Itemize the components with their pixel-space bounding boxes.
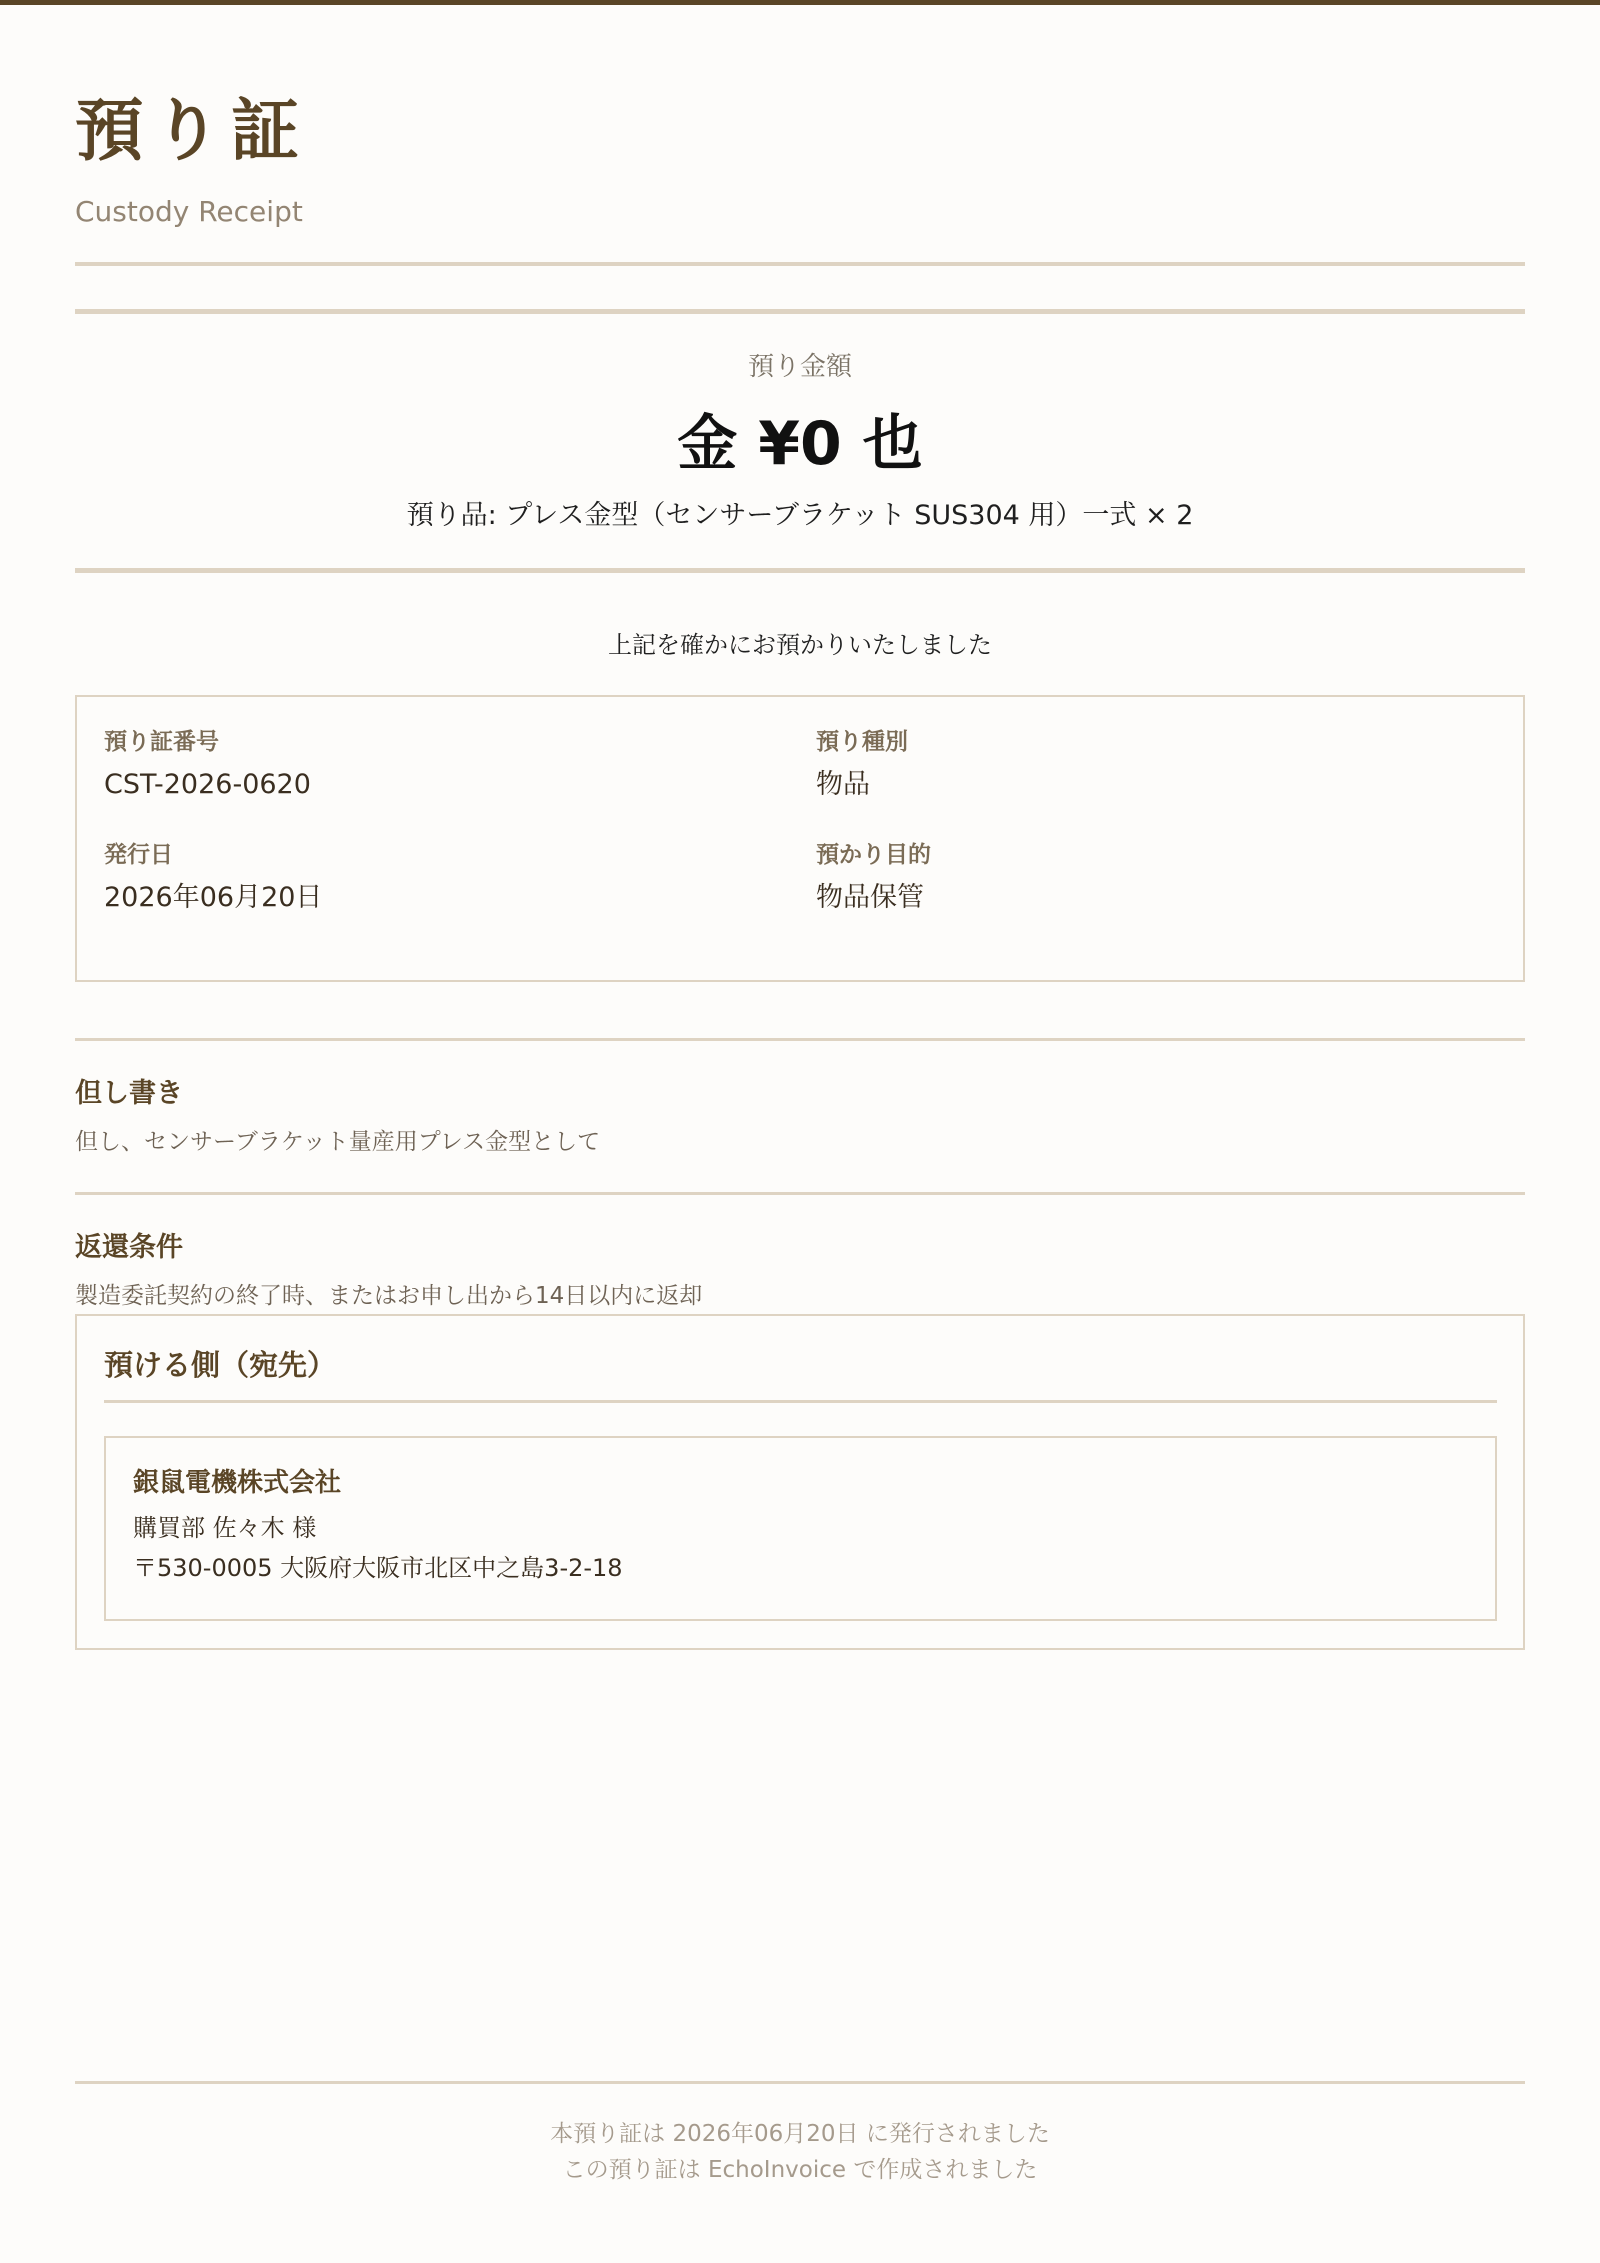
amount-top-divider — [75, 309, 1525, 314]
amount-bottom-divider — [75, 568, 1525, 573]
return-conditions-divider — [75, 1192, 1525, 1195]
return-conditions-text: 製造委託契約の終了時、またはお申し出から14日以内に返却 — [75, 1283, 703, 1309]
amount-value: 金 ¥0 也 — [677, 409, 923, 479]
proviso-divider — [75, 1038, 1525, 1041]
depositor-person: 購買部 佐々木 様 — [133, 1514, 317, 1542]
depositor-title-divider — [104, 1400, 1497, 1403]
depositor-address: 〒530-0005 大阪府大阪市北区中之島3-2-18 — [133, 1554, 623, 1582]
page-subtitle: Custody Receipt — [75, 195, 303, 228]
details-box — [75, 695, 1525, 982]
footer-generated-line: この預り証は EchoInvoice で作成されました — [562, 2157, 1038, 2183]
receipt-number-label: 預り証番号 — [104, 729, 219, 755]
depositor-title: 預ける側（宛先） — [104, 1348, 337, 1382]
footer-divider — [75, 2081, 1525, 2084]
issue-date-field — [104, 840, 322, 916]
custody-type-field — [816, 727, 908, 803]
depositor-card — [104, 1436, 1497, 1621]
custody-type-value: 物品 — [816, 769, 870, 800]
purpose-field — [816, 840, 931, 916]
return-conditions-title: 返還条件 — [75, 1232, 183, 1263]
issue-date-label: 発行日 — [104, 842, 173, 868]
proviso-text: 但し、センサーブラケット量産用プレス金型として — [75, 1129, 601, 1155]
amount-label: 預り金額 — [747, 352, 852, 382]
acknowledgement-text: 上記を確かにお預かりいたしました — [608, 631, 992, 659]
issue-date-value: 2026年06月20日 — [104, 882, 323, 913]
header-divider — [75, 262, 1525, 266]
depositor-box — [75, 1314, 1525, 1650]
page-title: 預り証 — [75, 92, 310, 171]
receipt-number-field — [104, 727, 311, 803]
deposited-items: 預り品: プレス金型（センサーブラケット SUS304 用）一式 × 2 — [406, 500, 1194, 531]
depositor-company: 銀鼠電機株式会社 — [133, 1468, 342, 1498]
purpose-label: 預かり目的 — [816, 842, 931, 868]
top-accent-bar — [0, 0, 1600, 5]
receipt-number-value: CST-2026-0620 — [104, 769, 311, 800]
purpose-value: 物品保管 — [816, 882, 924, 913]
footer-issued-line: 本預り証は 2026年06月20日 に発行されました — [550, 2121, 1050, 2147]
custody-type-label: 預り種別 — [816, 729, 908, 755]
proviso-title: 但し書き — [75, 1078, 183, 1109]
